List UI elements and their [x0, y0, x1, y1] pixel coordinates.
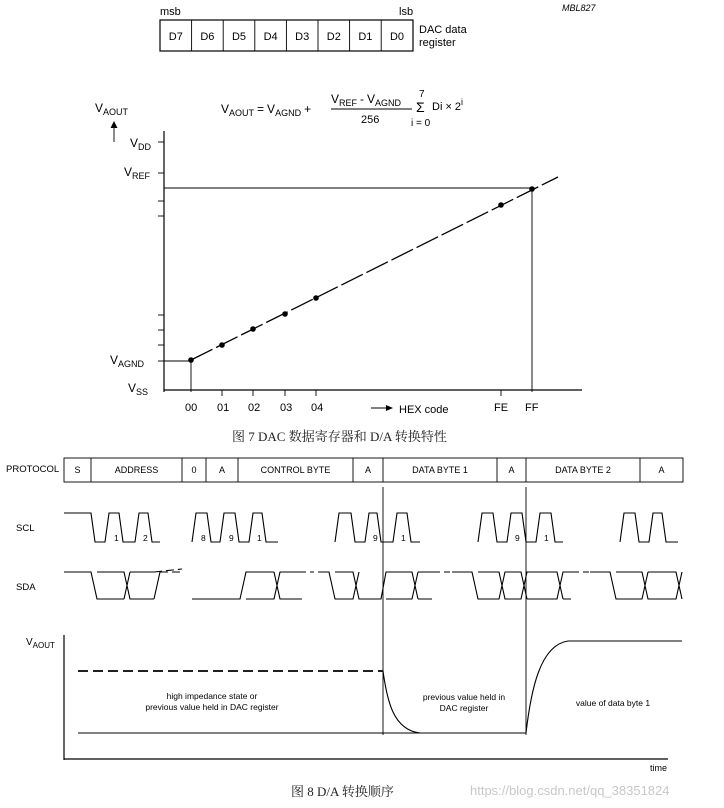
svg-text:VAOUT=VAGND+: $V_{AOUT} = V_{AGND}$ +	[221, 102, 312, 118]
scl-bit-number: 1	[114, 533, 119, 543]
dac-data-register	[160, 3, 597, 51]
protocol-cell-ack-2: A	[364, 465, 372, 475]
point-02	[250, 326, 256, 332]
x-tick-00: 00	[185, 402, 198, 414]
register-label-line2: register	[419, 37, 456, 49]
x-tick-02: 02	[248, 402, 261, 414]
scl-bit-number: 8	[201, 533, 206, 543]
x-tick-ff: FF	[525, 402, 539, 414]
note-previous-value-line2: DAC register	[439, 703, 489, 713]
register-bit-d0: D0	[389, 31, 405, 43]
note-value-data-byte-1: value of data byte 1	[575, 698, 651, 708]
scl-label: SCL	[16, 523, 35, 534]
x-tick-01: 01	[217, 402, 230, 414]
sum-term: $Di \times 2^i$	[432, 97, 464, 113]
x-axis-label: HEX code	[399, 404, 449, 416]
x-tick-fe: FE	[494, 402, 509, 414]
register-bits	[169, 20, 404, 51]
protocol-cells	[74, 458, 664, 482]
vaout-rise-data-byte-1	[526, 641, 682, 733]
sigma-symbol: Σ	[416, 99, 425, 115]
y-tick-vref: $V_{REF}$	[124, 165, 151, 181]
register-bit-d2: D2	[326, 31, 341, 43]
protocol-cell-rw-bit: 0	[191, 465, 197, 475]
lsb-label: lsb	[399, 6, 414, 18]
sda-label: SDA	[16, 582, 36, 593]
timing-diagram	[6, 458, 683, 773]
point-04	[313, 295, 319, 301]
protocol-label: PROTOCOL	[6, 464, 60, 475]
y-tick-marks	[158, 142, 164, 361]
scl-bit-numbers	[114, 533, 549, 543]
protocol-cell-address: ADDRESS	[114, 465, 159, 475]
x-tick-04: 04	[311, 402, 324, 414]
point-03	[282, 311, 288, 317]
figure-code: MBL827	[562, 3, 596, 13]
protocol-cell-ack-3: A	[508, 465, 515, 475]
formula-denominator: 256	[361, 114, 380, 126]
scl-bit-number: 1	[401, 533, 406, 543]
point-ff	[529, 186, 535, 192]
register-bit-d4: D4	[263, 31, 278, 43]
svg-text:VREF-VAGND: $V_{REF} - V_{AGND}$	[331, 92, 402, 108]
note-high-impedance-line1: high impedance state or	[166, 691, 258, 701]
hex-code-arrowhead	[386, 405, 393, 411]
register-bit-d6: D6	[200, 31, 215, 43]
register-label-line1: DAC data	[419, 24, 467, 36]
protocol-cell-control-byte: CONTROL BYTE	[260, 465, 331, 475]
figure8-caption: 图 8 D/A 转换顺序	[291, 784, 394, 799]
register-bit-d1: D1	[358, 31, 373, 43]
msb-label: msb	[160, 6, 181, 18]
protocol-cell-data-byte-2: DATA BYTE 2	[555, 465, 611, 475]
x-tick-03: 03	[280, 402, 293, 414]
figure7-caption: 图 7 DAC 数据寄存器和 D/A 转换特性	[232, 429, 447, 444]
register-bit-d7: D7	[168, 31, 183, 43]
protocol-cell-start: S	[74, 465, 81, 475]
y-axis-arrowhead	[111, 121, 118, 128]
protocol-cell-data-byte-1: DATA BYTE 1	[412, 465, 468, 475]
watermark: https://blog.csdn.net/qq_38351824	[470, 783, 670, 798]
transfer-characteristic-plot	[95, 89, 582, 416]
x-tick-marks	[222, 390, 501, 396]
vaout-label: $V_{AOUT}$	[26, 637, 55, 650]
sum-upper-limit: 7	[419, 89, 425, 100]
y-axis-label: $V_{AOUT}$	[95, 101, 129, 117]
scl-waveform	[64, 513, 678, 542]
scl-bit-number: 2	[143, 533, 148, 543]
protocol-cell-ack-4: A	[658, 465, 665, 475]
sda-waveform	[64, 572, 682, 599]
scl-bit-number: 1	[257, 533, 262, 543]
y-tick-vdd: $V_{DD}$	[130, 136, 152, 152]
register-bit-d5: D5	[231, 31, 247, 43]
scl-bit-number: 9	[515, 533, 520, 543]
point-fe	[498, 202, 504, 208]
scl-bit-number: 9	[229, 533, 234, 543]
note-high-impedance-line2: previous value held in DAC register	[145, 702, 279, 712]
transfer-formula	[221, 89, 463, 129]
scl-bit-number: 1	[544, 533, 549, 543]
register-bit-d3: D3	[295, 31, 310, 43]
point-01	[219, 342, 225, 348]
y-tick-vss: $V_{SS}$	[128, 381, 149, 397]
time-label: time	[650, 763, 668, 773]
protocol-cell-ack-1: A	[218, 465, 226, 475]
vaout-settle-down	[383, 671, 420, 733]
scl-bit-number: 9	[373, 533, 378, 543]
note-previous-value-line1: previous value held in	[422, 692, 506, 702]
sum-lower-limit: i = 0	[411, 118, 431, 129]
y-tick-vagnd: $V_{AGND}$	[110, 353, 145, 369]
point-00	[188, 357, 194, 363]
